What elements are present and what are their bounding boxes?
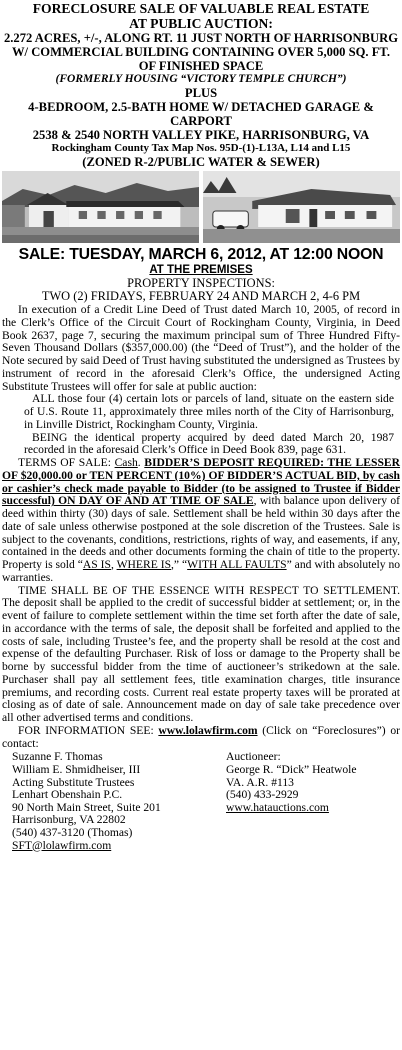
contacts-block	[2, 751, 400, 852]
tax-map-numbers: Rockingham County Tax Map Nos. 95D-(1)-L13A, L14 and L15	[51, 142, 351, 154]
trustees-contact: Suzanne F. Thomas William E. Shmidheiser, III Acting Substitute Trustees Lenhart Obenshain P.C. 90 North Main Street, Suite 201 Harrisonburg, VA 22802 (540) 437-3120 (Thomas) SFT@lolawfirm.com	[2, 751, 226, 852]
inspections-title: PROPERTY INSPECTIONS:	[127, 275, 275, 290]
terms-of-sale: TERMS OF SALE: Cash. BIDDER’S DEPOSIT REQUIRED: THE LESSER OF $20,000.00 or TEN PERCENT (10%) OF BIDDER’S ACTUAL BID, by cash or cashier’s check made payable to Bidder (to be assigned to Trustee if Bidder successful) ON DAY OF AND AT TIME OF SALE, with balance upon delivery of deed within thirty (30) days of sale. Settlement shall be held within 30 days after the date of sale unless otherwise postponed at the sole discretion of the Trustees. Sale is subject to the covenants, conditions, restrictions, rights of way, and easements, if any, contained in the deeds and other documents forming the chain of title to the property. Property is sold “AS IS, WHERE IS,” “WITH ALL FAULTS” and with absolutely no warranties.	[2, 456, 401, 584]
house-photo	[203, 171, 400, 243]
property-address: 2538 & 2540 NORTH VALLEY PIKE, HARRISONBURG, VA	[32, 128, 370, 142]
notice-title: FORECLOSURE SALE OF VALUABLE REAL ESTATE AT PUBLIC AUCTION:	[32, 1, 370, 31]
notice-body	[2, 304, 400, 750]
sale-date-headline: SALE: TUESDAY, MARCH 6, 2012, AT 12:00 NOON	[18, 245, 384, 263]
information-line: FOR INFORMATION SEE: www.lolawfirm.com (Click on “Foreclosures”) or contact:	[2, 723, 400, 750]
church-building-photo	[2, 171, 199, 243]
premises-label: AT THE PREMISES	[149, 263, 253, 276]
home-description: 4-BEDROOM, 2.5-BATH HOME W/ DETACHED GARAGE & CARPORT	[28, 100, 374, 128]
auctioneer-website-link[interactable]: www.hatauctions.com	[226, 800, 329, 814]
formerly-note: (FORMERLY HOUSING “VICTORY TEMPLE CHURCH”)	[55, 73, 347, 85]
deed-reference: BEING the identical property acquired by deed dated March 20, 1987 recorded in the aforesaid Clerk’s Office in Deed Book 839, page 631.	[24, 430, 394, 457]
foreclosure-notice	[0, 2, 402, 852]
trustee-email-link[interactable]: SFT@lolawfirm.com	[12, 838, 112, 852]
plus-label: PLUS	[184, 86, 218, 100]
zoning-note: (ZONED R-2/PUBLIC WATER & SEWER)	[82, 154, 320, 169]
property-summary: 2.272 ACRES, +/-, ALONG RT. 11 JUST NORTH OF HARRISONBURG W/ COMMERCIAL BUILDING CONTAINING OVER 5,000 SQ. FT. OF FINISHED SPACE	[3, 31, 399, 73]
property-photos	[2, 171, 400, 243]
property-description	[2, 393, 400, 457]
settlement-paragraph: TIME SHALL BE OF THE ESSENCE WITH RESPECT TO SETTLEMENT. The deposit shall be applied to the credit of successful bidder at settlement; or, in the event of failure to complete settlement within the time set forth after the date of sale, in accordance with the terms of sale, the deposit shall be forfeited and applied to the costs of sale, including Trustee’s fee, and the property shall be resold at the cost and expense of the defaulting Purchaser. Risk of loss or damage to the Property shall be borne by successful bidder from the time of auctioneer’s strikedown at the sale. Purchaser shall pay all settlement fees, title examination charges, title insurance premiums, and recording costs. Current real estate property taxes will be prorated at closing as of date of sale. Announcement made on day of sale take precedence over all other advertised terms and conditions.	[2, 583, 400, 725]
auctioneer-contact: Auctioneer: George R. “Dick” Heatwole VA. A.R. #113 (540) 433-2929 www.hatauctions.com	[226, 751, 400, 852]
lots-description: ALL those four (4) certain lots or parcels of land, situate on the eastern side of U.S. Route 11, approximately three miles north of the City of Harrisonburg, in Linville District, Rockingham County, Virginia.	[24, 392, 394, 431]
inspections-schedule: TWO (2) FRIDAYS, FEBRUARY 24 AND MARCH 2, 4-6 PM	[41, 289, 361, 304]
deposit-requirement: BIDDER’S DEPOSIT REQUIRED: THE LESSER OF $20,000.00 or TEN PERCENT (10%) OF BIDDER’S ACTUAL BID, by cash or cashier’s check made payable to Bidder (to be assigned to Trustee if Bidder successful) ON DAY OF AND AT TIME OF SALE	[2, 456, 401, 508]
deed-of-trust-paragraph: In execution of a Credit Line Deed of Trust dated March 10, 2005, of record in the Clerk’s Office of the Circuit Court of Rockingham County, Virginia, in Deed Book 2637, page 7, securing the maximum principal sum of Three Hundred Fifty-Seven Thousand Dollars ($357,000.00) (the “Deed of Trust”), and the holder of the Note secured by said Deed of Trust having substituted the undersigned as Trustees by instrument of record in the aforesaid Clerk’s Office, the undersigned Acting Substitute Trustees will offer for sale at public auction:	[2, 303, 400, 393]
lolawfirm-link[interactable]: www.lolawfirm.com	[158, 723, 258, 737]
